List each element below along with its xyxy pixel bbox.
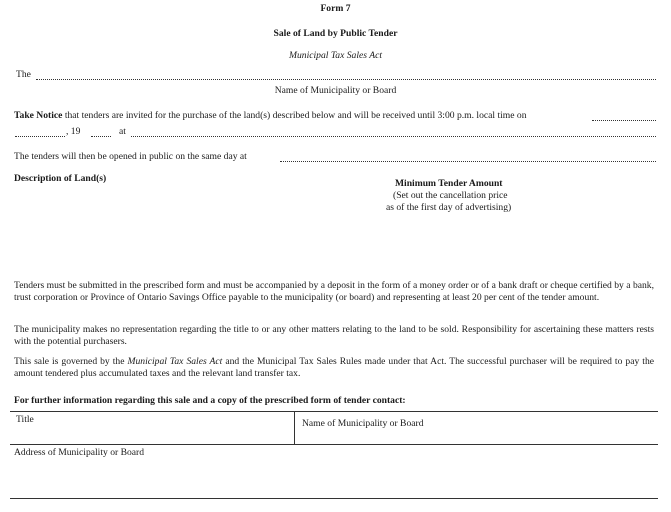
tender-date-field[interactable]	[592, 120, 656, 121]
tender-day-field[interactable]	[15, 136, 65, 137]
table-column-divider	[294, 411, 295, 444]
year-field[interactable]	[91, 136, 111, 137]
table-bottom-border	[10, 498, 658, 499]
notice-text	[14, 110, 527, 122]
notice-body: that tenders are invited for the purchase of the land(s) described below and will be received until 3:00 p.m. local time on	[62, 110, 527, 121]
notice-lead: Take Notice	[14, 110, 63, 121]
title-label: Title	[16, 414, 34, 425]
governing-end: and the Municipal Tax Sales Rules made under that Act. The successful purchaser will be required to pay the amount tendered plus accumulated taxes and the relevant land transfer tax.	[14, 356, 654, 379]
municipality-label: Name of Municipality or Board	[302, 418, 424, 429]
form-number: Form 7	[320, 3, 351, 14]
at-label: at	[119, 126, 126, 137]
representation-paragraph: The municipality makes no representation regarding the title to or any other matters relating to the land to be sold. Responsibility for ascertaining these matters rests with the potential purchasers.	[14, 324, 654, 347]
table-middle-border	[10, 444, 658, 445]
minimum-tender-title: Minimum Tender Amount	[395, 178, 503, 189]
table-top-border	[10, 411, 658, 412]
minimum-tender-note-1: (Set out the cancellation price	[393, 190, 508, 201]
address-label: Address of Municipality or Board	[14, 447, 145, 458]
the-label: The	[16, 69, 31, 80]
governing-start: This sale is governed by the	[14, 356, 128, 367]
governing-paragraph	[14, 356, 654, 379]
municipality-name-field[interactable]	[36, 79, 656, 80]
opening-location-field[interactable]	[280, 161, 656, 162]
minimum-tender-note-2: as of the first day of advertising)	[386, 202, 512, 213]
description-label: Description of Land(s)	[14, 173, 107, 184]
form-title: Sale of Land by Public Tender	[273, 28, 398, 39]
contact-heading: For further information regarding this sale and a copy of the prescribed form of tender contact:	[14, 395, 406, 406]
governing-act: Municipal Tax Sales Act	[127, 356, 223, 367]
opened-text: The tenders will then be opened in public on the same day at	[14, 151, 247, 162]
municipality-caption: Name of Municipality or Board	[274, 85, 397, 96]
act-name: Municipal Tax Sales Act	[289, 50, 382, 61]
deposit-paragraph: Tenders must be submitted in the prescribed form and must be accompanied by a deposit in the form of a money order or of a bank draft or cheque certified by a bank, trust corporation or Province of Ontario Savings Office payable to the municipality (or board) and representing at least 20 per cent of the tender amount.	[14, 280, 654, 303]
tender-location-field[interactable]	[131, 136, 656, 137]
year-prefix: , 19	[66, 126, 81, 137]
